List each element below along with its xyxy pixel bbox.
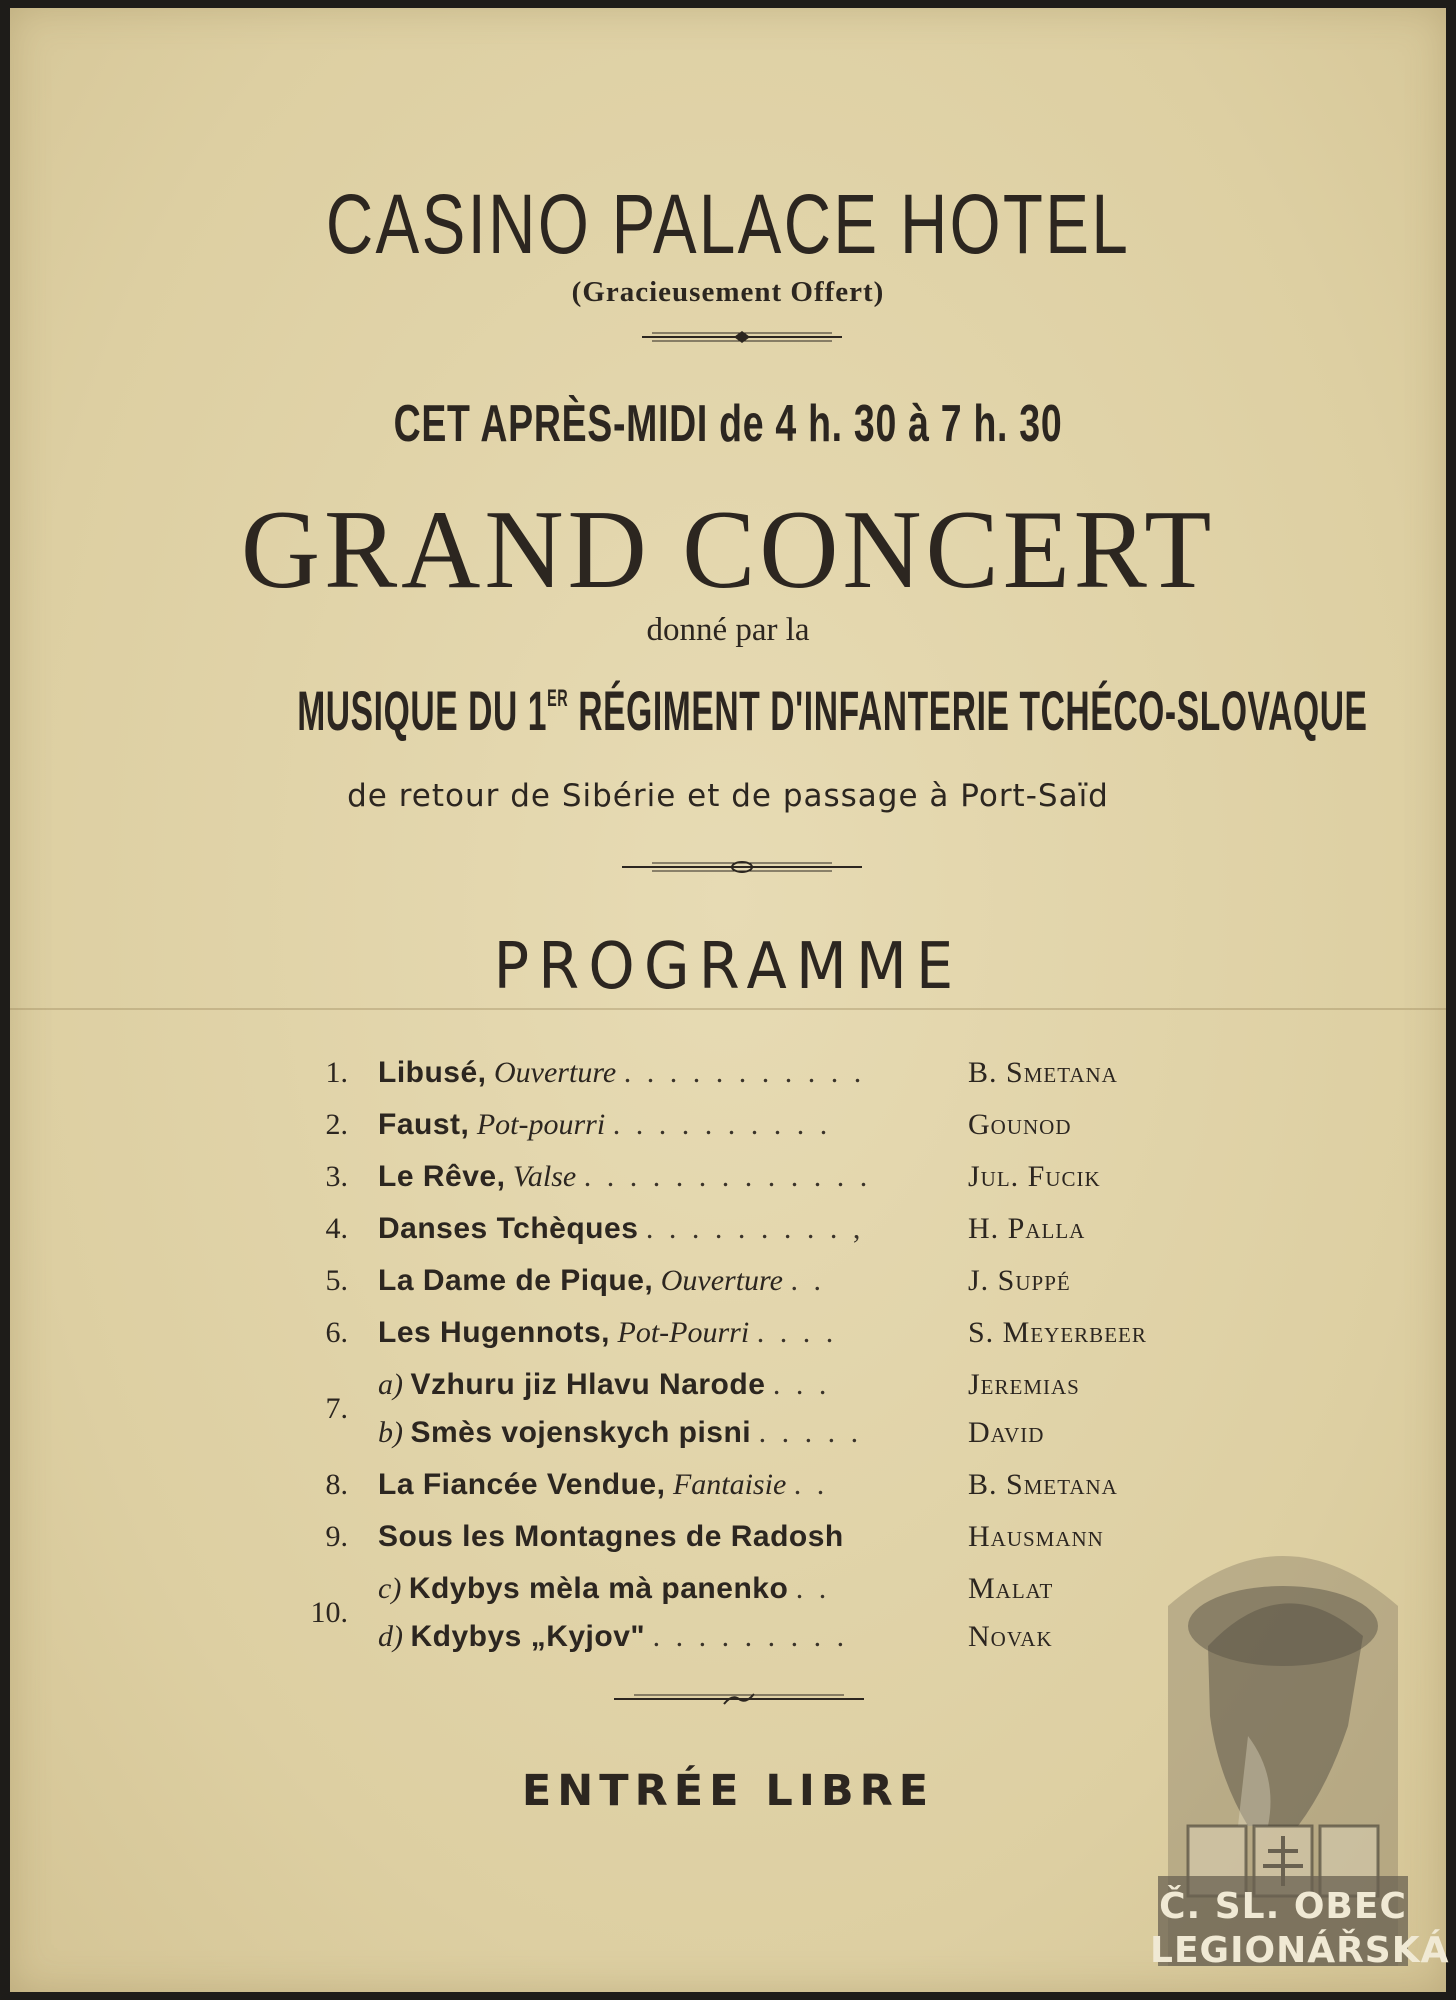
item-title: Le Rêve, [378,1160,506,1193]
hotel-subtitle: (Gracieusement Offert) [571,276,885,308]
item-number: 2. [325,1108,348,1141]
item-composer: Gounod [968,1108,1072,1141]
programme-item [300,1160,1200,1212]
item-style: Ouverture [494,1056,617,1089]
item-sub-label: c) [378,1572,402,1605]
programme-item [300,1056,1200,1108]
item-work [378,1520,844,1554]
item-sub-label: a) [378,1368,403,1401]
item-title: La Dame de Pique, [378,1264,654,1297]
item-work [378,1108,831,1142]
item-dots: . . . [772,1368,831,1401]
item-sub-label: d) [378,1620,403,1653]
item-number: 3. [325,1160,348,1193]
programme-item-pair [300,1368,1200,1468]
item-number: 9. [325,1520,348,1553]
item-work [378,1468,828,1502]
item-dots: . . . . . . . . . . [612,1108,832,1141]
item-sub-label: b) [378,1416,403,1449]
given-by-text: donné par la [646,612,810,648]
item-work-a [378,1368,830,1402]
item-composer: Malat [968,1572,1054,1605]
item-title: Danses Tchèques [378,1212,639,1245]
programme-item [300,1468,1200,1520]
item-work [378,1212,864,1246]
item-number: 7. [325,1392,348,1425]
paper-fold [10,1008,1446,1010]
item-number: 1. [325,1056,348,1089]
item-title: Faust, [378,1108,470,1141]
item-dots: . . . . . . . . . [652,1620,849,1653]
item-style: Fantaisie [672,1468,787,1501]
item-style: Pot-pourri [476,1108,606,1141]
item-number: 8. [325,1468,348,1501]
item-dots: . . . . . . . . . . . [623,1056,866,1089]
item-work-b [378,1416,862,1450]
programme-list [300,1056,1200,1672]
item-style: Valse [512,1160,577,1193]
item-work [378,1264,825,1298]
concert-headline: GRAND CONCERT [240,488,1216,612]
return-line: de retour de Sibérie et de passage à Port-Saïd [347,778,1109,814]
item-number: 4. [325,1212,348,1245]
item-dots: . . [795,1572,831,1605]
item-title: Kdybys „Kyjov" [410,1620,646,1653]
programme-item [300,1212,1200,1264]
item-composer: Jul. Fucik [968,1160,1101,1193]
item-dots: . . . . . [758,1416,863,1449]
item-style: Ouverture [660,1264,783,1297]
item-composer: H. Palla [968,1212,1086,1245]
item-work [378,1056,865,1090]
item-number: 5. [325,1264,348,1297]
ornament-divider-bottom [614,1692,864,1706]
item-composer: Hausmann [968,1520,1104,1553]
item-title: Vzhuru jiz Hlavu Narode [410,1368,766,1401]
regiment-name [297,678,1368,743]
programme-item [300,1520,1200,1572]
item-dots: . . [793,1468,829,1501]
item-dots: . . . . . . . . . , [645,1212,865,1245]
stamp-text-line2: LEGIONÁŘSKÁ [1150,1930,1450,1971]
concert-time: CET APRÈS-MIDI de 4 h. 30 à 7 h. 30 [393,395,1063,453]
programme-item [300,1264,1200,1316]
programme-item-pair [300,1572,1200,1672]
programme-item [300,1316,1200,1368]
item-composer: Jeremias [968,1368,1080,1401]
item-composer: David [968,1416,1045,1449]
item-composer: J. Suppé [968,1264,1071,1297]
item-title: Libusé, [378,1056,487,1089]
programme-heading: PROGRAMME [493,930,963,1004]
regiment-name-part1: MUSIQUE DU 1 [297,679,548,742]
item-number: 10. [310,1596,348,1629]
hotel-title: CASINO PALACE HOTEL [325,177,1131,271]
ornament-divider-top [642,330,842,344]
item-title: Les Hugennots, [378,1316,611,1349]
item-composer: B. Smetana [968,1468,1118,1501]
item-title: Smès vojenskych pisni [410,1416,752,1449]
item-composer: Novak [968,1620,1053,1653]
item-dots: . . [790,1264,825,1297]
regiment-ordinal: ER [547,685,569,712]
item-number: 6. [325,1316,348,1349]
item-title: Sous les Montagnes de Radosh [378,1520,844,1553]
free-entry-text: ENTRÉE LIBRE [521,1766,935,1816]
item-dots: . . . . [756,1316,838,1349]
stamp-text-line1: Č. SL. OBEC [1159,1886,1407,1927]
item-dots: . . . . . . . . . . . . . [583,1160,872,1193]
item-work [378,1160,871,1194]
item-work [378,1316,837,1350]
programme-item [300,1108,1200,1160]
item-composer: S. Meyerbeer [968,1316,1147,1349]
item-title: La Fiancée Vendue, [378,1468,666,1501]
item-work-b [378,1620,848,1654]
item-work-a [378,1572,830,1606]
item-style: Pot-Pourri [617,1316,750,1349]
item-composer: B. Smetana [968,1056,1118,1089]
regiment-name-part2: RÉGIMENT D'INFANTERIE TCHÉCO-SLOVAQUE [568,679,1368,742]
ornament-divider-middle [622,860,862,874]
item-title: Kdybys mèla mà panenko [408,1572,789,1605]
